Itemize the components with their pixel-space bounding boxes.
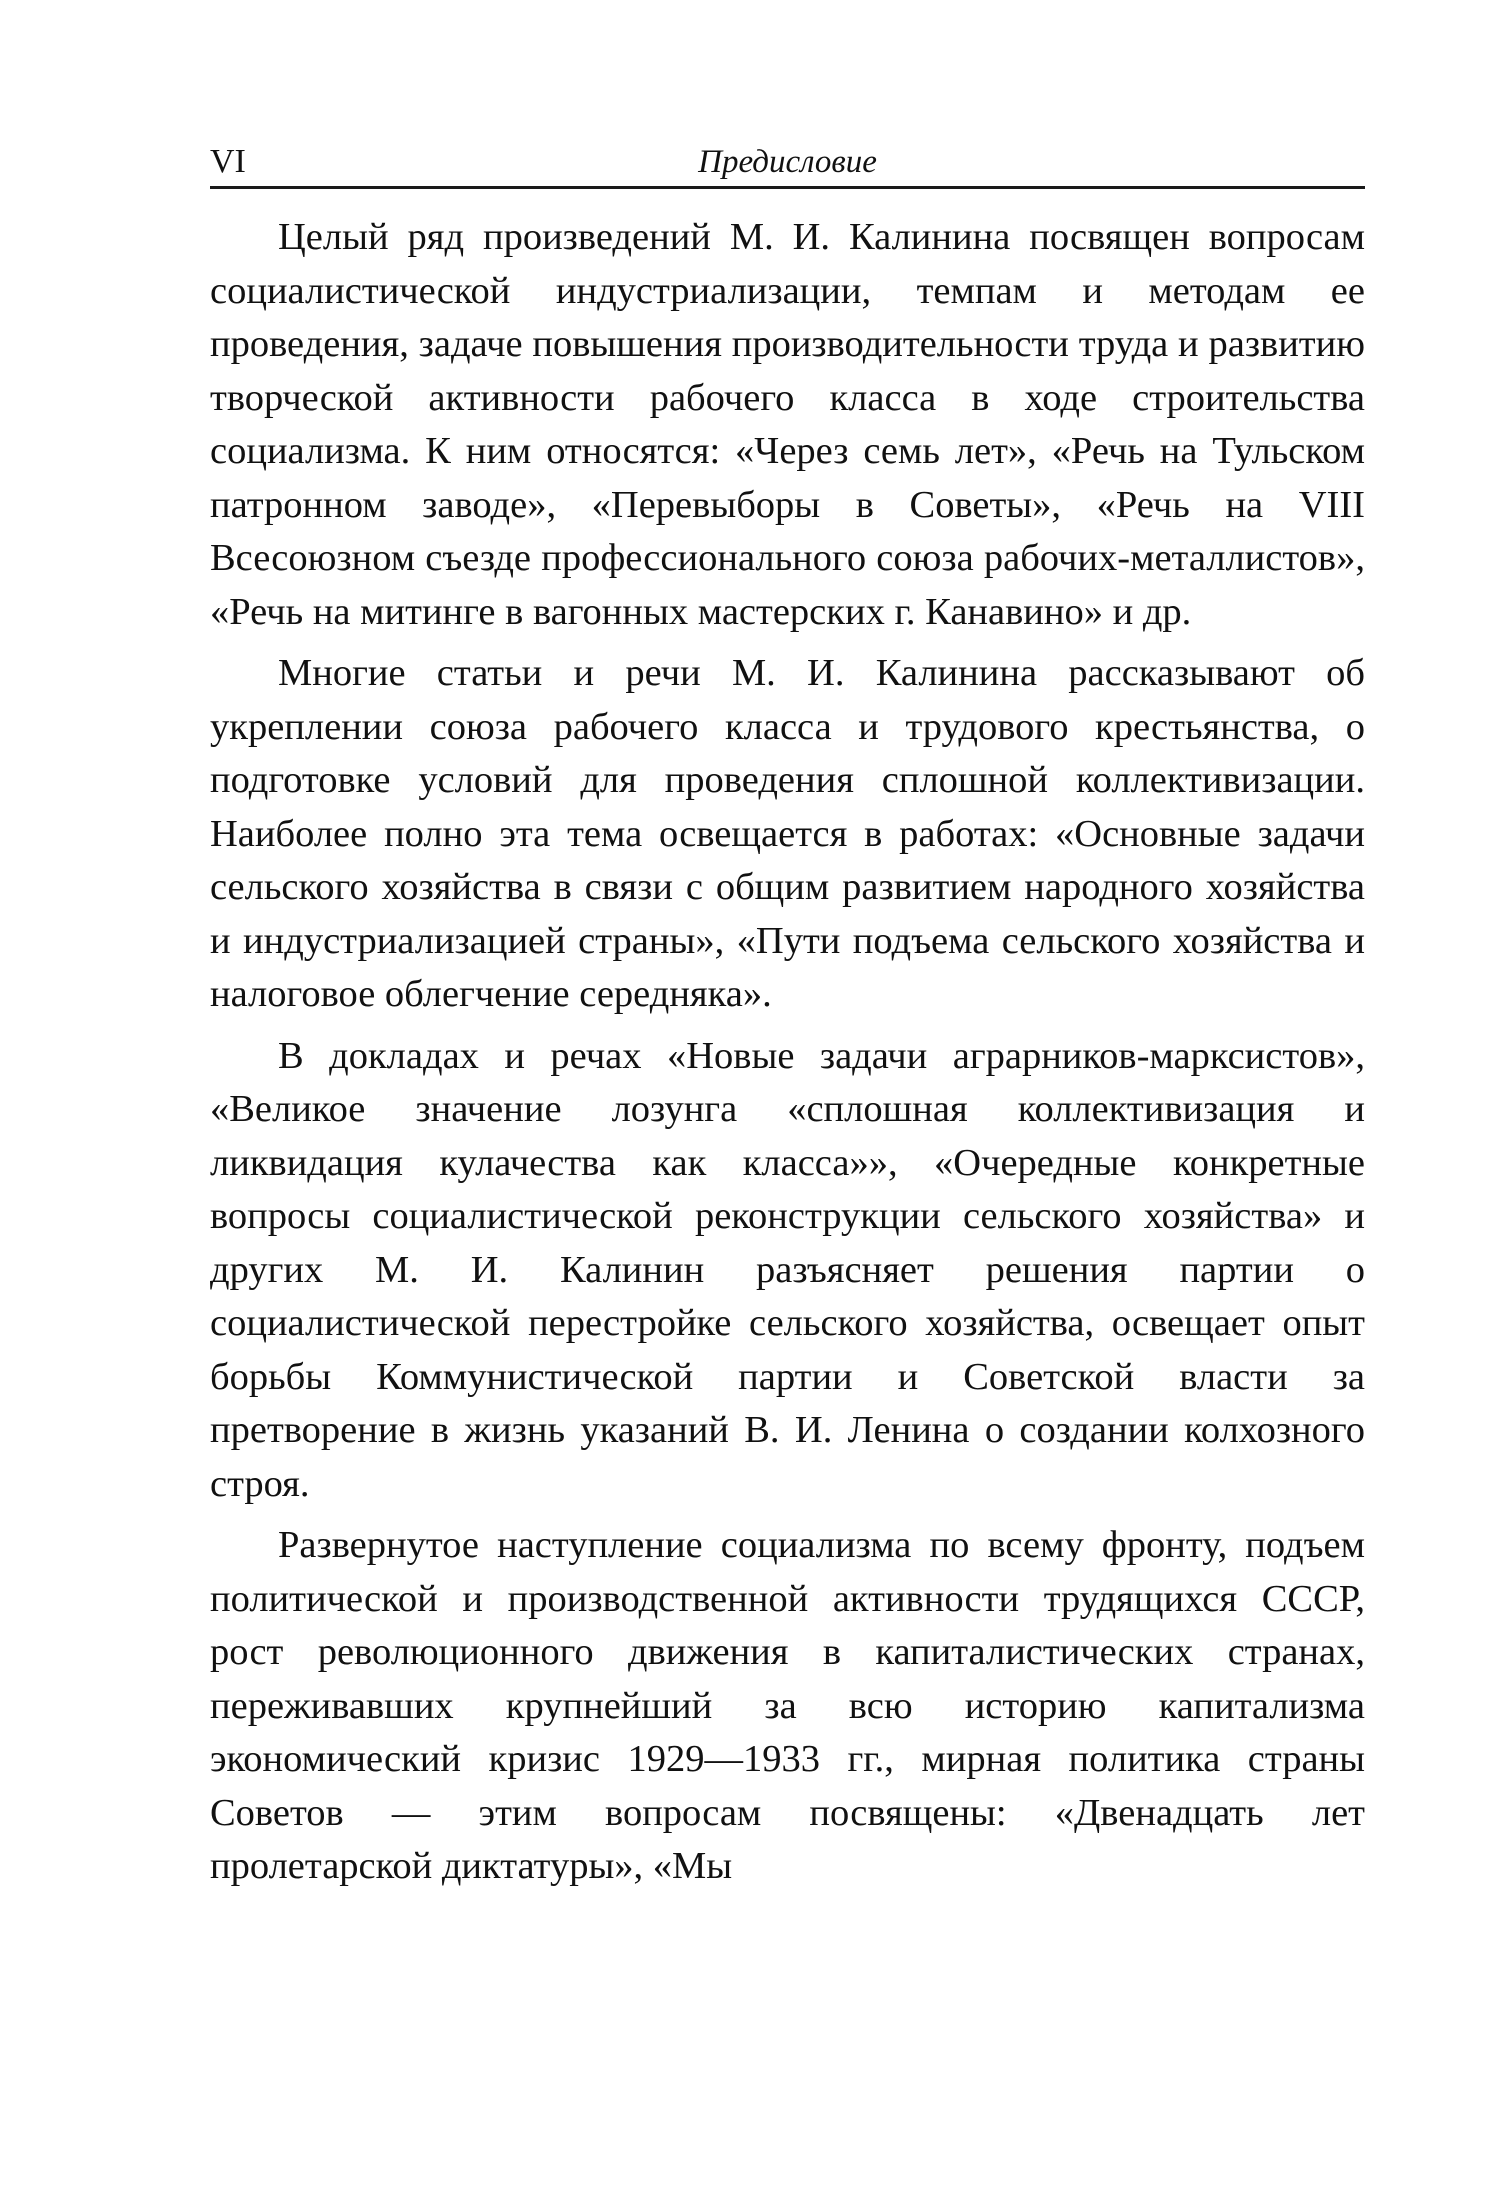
- section-title: Предисловие: [698, 144, 877, 180]
- body-text: [210, 211, 1365, 1894]
- running-head: [210, 140, 1365, 189]
- paragraph-collectivization: В докладах и речах «Новые задачи аграрников-марксистов», «Великое значение лозунга «сплошная коллективизация и ликвидация кулачества как класса»», «Очередные конкретные вопросы социалистической реконструкции сельского хозяйства» и других М. И. Калинин разъясняет решения партии о социалистической перестройке сельского хозяйства, освещает опыт борьбы Коммунистической партии и Советской власти за претворение в жизнь указаний В. И. Ленина о создании колхозного строя.: [210, 1034, 1365, 1505]
- page-number: VI: [210, 143, 246, 180]
- paragraph-industrialization: Целый ряд произведений М. И. Калинина посвящен вопросам социалистической индустриализации, темпам и методам ее проведения, задаче повышения производительности труда и развитию творческой активности рабочего класса в ходе строительства социализма. К ним относятся: «Через семь лет», «Речь на Тульском патронном заводе», «Перевыборы в Советы», «Речь на VIII Всесоюзном съезде профессионального союза рабочих-металлистов», «Речь на митинге в вагонных мастерских г. Канавино» и др.: [210, 216, 1365, 633]
- paragraph-worker-peasant-alliance: Многие статьи и речи М. И. Калинина рассказывают об укреплении союза рабочего класса и трудового крестьянства, о подготовке условий для проведения сплошной коллективизации. Наиболее полно эта тема освещается в работах: «Основные задачи сельского хозяйства в связи с общим развитием народного хозяйства и индустриализацией страны», «Пути подъема сельского хозяйства и налоговое облегчение середняка».: [210, 652, 1365, 1015]
- paragraph-socialist-offensive: Развернутое наступление социализма по всему фронту, подъем политической и производственной активности трудящихся СССР, рост революционного движения в капиталистических странах, переживавших крупнейший за всю историю капитализма экономический кризис 1929—1933 гг., мирная политика страны Советов — этим вопросам посвящены: «Двенадцать лет пролетарской диктатуры», «Мы: [210, 1524, 1365, 1887]
- book-page: [210, 140, 1365, 1902]
